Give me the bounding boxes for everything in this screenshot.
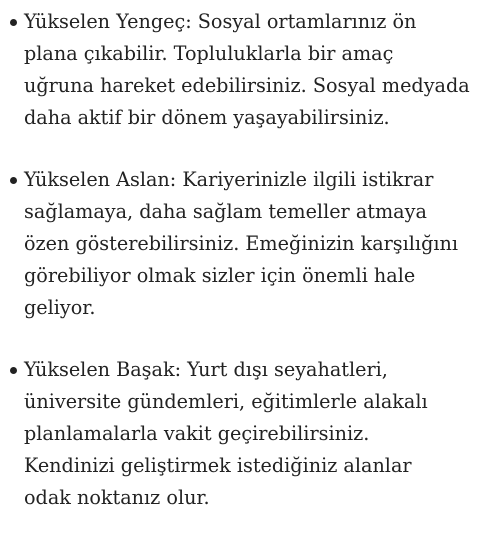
list-item-yengec xyxy=(8,6,492,134)
text-line: Kendinizi geliştirmek istediğiniz alanlar xyxy=(24,454,412,477)
text-line: odak noktanız olur. xyxy=(24,486,210,509)
text-line: sağlamaya, daha sağlam temeller atmaya xyxy=(24,200,427,223)
text-line: geliyor. xyxy=(24,296,96,319)
bullet-icon xyxy=(10,19,17,26)
text-line: Yükselen Yengeç: Sosyal ortamlarınız ön xyxy=(24,10,417,33)
text-line: plana çıkabilir. Topluluklarla bir amaç xyxy=(24,42,394,65)
bullet-icon xyxy=(10,177,17,184)
list-item-text xyxy=(24,354,492,514)
text-line: Yükselen Aslan: Kariyerinizle ilgili istikrar xyxy=(24,168,434,191)
text-line: özen gösterebilirsiniz. Emeğinizin karşılığını xyxy=(24,232,458,255)
list-item-text xyxy=(24,164,492,324)
text-line: uğruna hareket edebilirsiniz. Sosyal medyada xyxy=(24,74,470,97)
list-item-basak xyxy=(8,354,492,514)
list-item-text xyxy=(24,6,492,134)
list-item-aslan xyxy=(8,164,492,324)
text-line: planlamalarla vakit geçirebilirsiniz. xyxy=(24,422,370,445)
text-line: görebiliyor olmak sizler için önemli hale xyxy=(24,264,416,287)
text-line: üniversite gündemleri, eğitimlerle alakalı xyxy=(24,390,428,413)
text-line: Yükselen Başak: Yurt dışı seyahatleri, xyxy=(24,358,388,381)
bullet-icon xyxy=(10,367,17,374)
text-line: daha aktif bir dönem yaşayabilirsiniz. xyxy=(24,106,390,129)
